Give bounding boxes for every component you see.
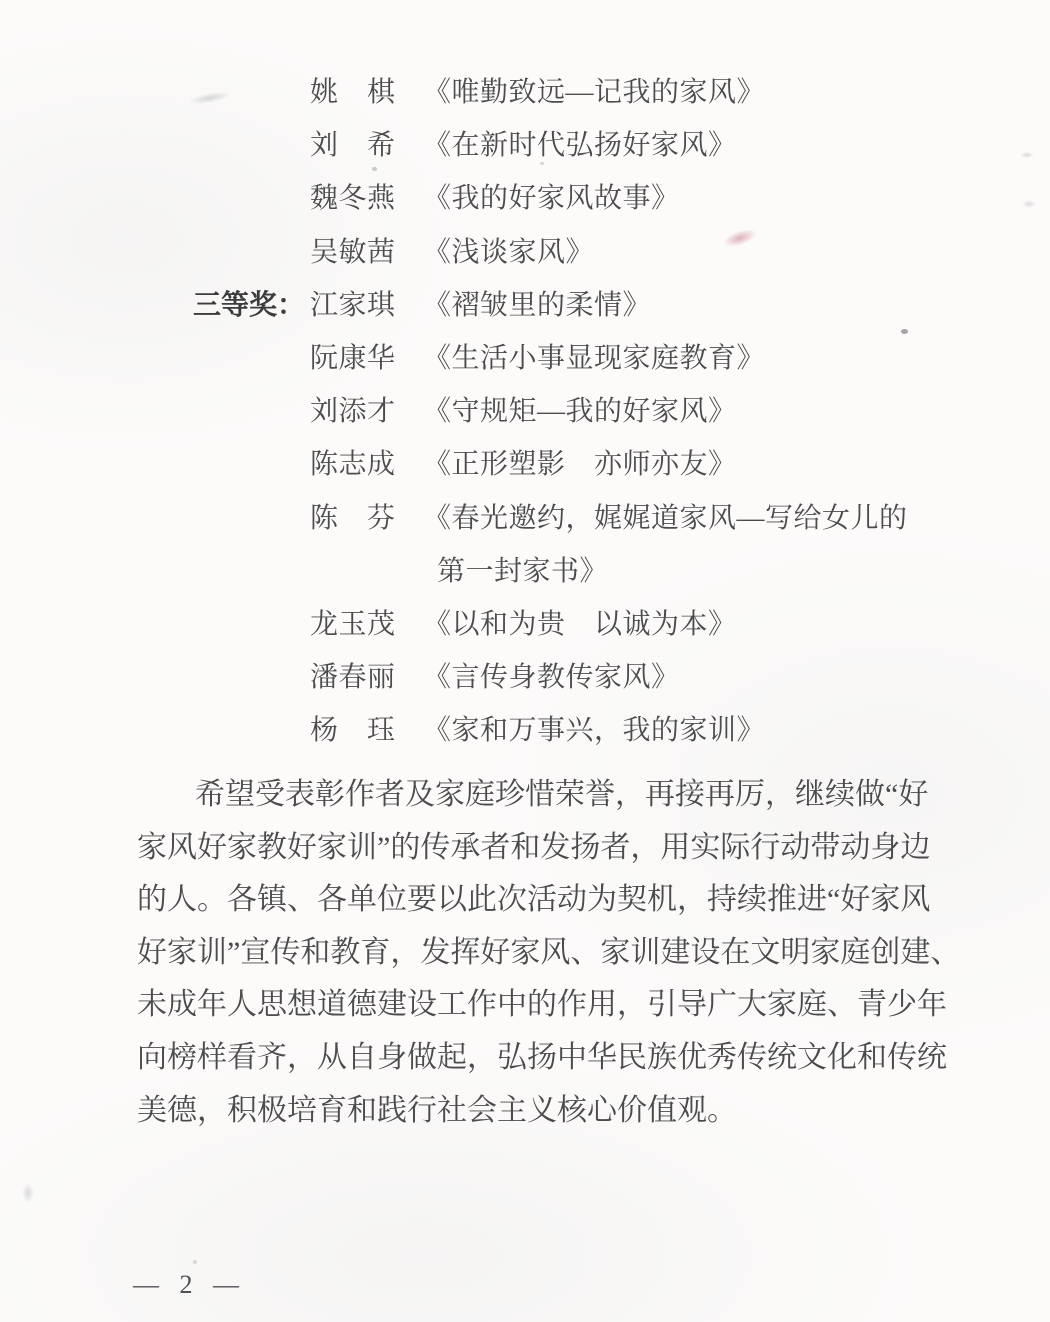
award-tier-label: 三等奖： (193, 289, 306, 321)
work-title: 《家和万事兴，我的家训》 (423, 715, 766, 747)
work-title: 《我的好家风故事》 (423, 183, 680, 215)
work-title: 《正形塑影 亦师亦友》 (423, 449, 737, 481)
awardee-name: 姚 棋 (310, 77, 396, 108)
awardee-name: 魏冬燕 (310, 183, 396, 215)
work-title: 《褶皱里的柔情》 (423, 289, 652, 321)
paragraph-line: 美德，积极培育和践行社会主义核心价值观。 (137, 1093, 737, 1127)
work-title: 《言传身教传家风》 (423, 662, 680, 694)
award-row (0, 651, 1050, 704)
award-row (0, 66, 1050, 119)
award-winner-list (0, 66, 1050, 757)
award-row (0, 332, 1050, 385)
work-title-continuation: 第一封家书》 (437, 555, 609, 587)
awardee-name: 刘 希 (310, 130, 396, 162)
work-title: 《生活小事显现家庭教育》 (423, 342, 766, 374)
work-title: 《守规矩—我的好家风》 (423, 396, 737, 428)
paragraph-line: 希望受表彰作者及家庭珍惜荣誉，再接再厉，继续做“好 (195, 778, 929, 811)
awardee-name: 阮康华 (310, 342, 396, 374)
scan-artifact-speck (193, 1260, 197, 1264)
award-row (0, 119, 1050, 172)
paragraph-line: 向榜样看齐，从自身做起，弘扬中华民族优秀传统文化和传统 (137, 1040, 947, 1074)
awardee-name: 陈 芬 (310, 502, 396, 534)
work-title: 《在新时代弘扬好家风》 (423, 130, 737, 162)
paragraph-line: 好家训”宣传和教育，发挥好家风、家训建设在文明家庭创建、 (137, 935, 961, 969)
paragraph-line: 家风好家教好家训”的传承者和发扬者，用实际行动带动身边 (137, 830, 931, 864)
award-row (0, 598, 1050, 651)
awardee-name: 龙玉茂 (310, 608, 396, 640)
awardee-name: 吴敏茜 (310, 236, 396, 268)
awardee-name: 潘春丽 (310, 662, 396, 694)
closing-paragraph (137, 769, 960, 1137)
award-row (0, 492, 1050, 545)
work-title: 《唯勤致远—记我的家风》 (423, 77, 766, 108)
awardee-name: 陈志成 (310, 449, 396, 481)
awardee-name: 杨 珏 (310, 715, 396, 747)
work-title: 《春光邀约，娓娓道家风—写给女儿的 (423, 502, 908, 534)
page-number: — 2 — (133, 1270, 246, 1299)
scan-artifact-smudge (22, 1183, 34, 1203)
paragraph-line: 的人。各镇、各单位要以此次活动为契机，持续推进“好家风 (137, 883, 931, 917)
award-row (0, 704, 1050, 757)
awardee-name: 江家琪 (310, 289, 396, 321)
award-row (0, 438, 1050, 491)
work-title: 《以和为贵 以诚为本》 (423, 608, 737, 640)
paragraph-line: 未成年人思想道德建设工作中的作用，引导广大家庭、青少年 (137, 988, 947, 1022)
award-row (0, 385, 1050, 438)
work-title: 《浅谈家风》 (423, 236, 595, 268)
award-row (0, 279, 1050, 332)
awardee-name: 刘添才 (310, 396, 396, 428)
award-row (0, 172, 1050, 225)
award-row-title-continuation (0, 545, 1050, 598)
award-row (0, 226, 1050, 279)
